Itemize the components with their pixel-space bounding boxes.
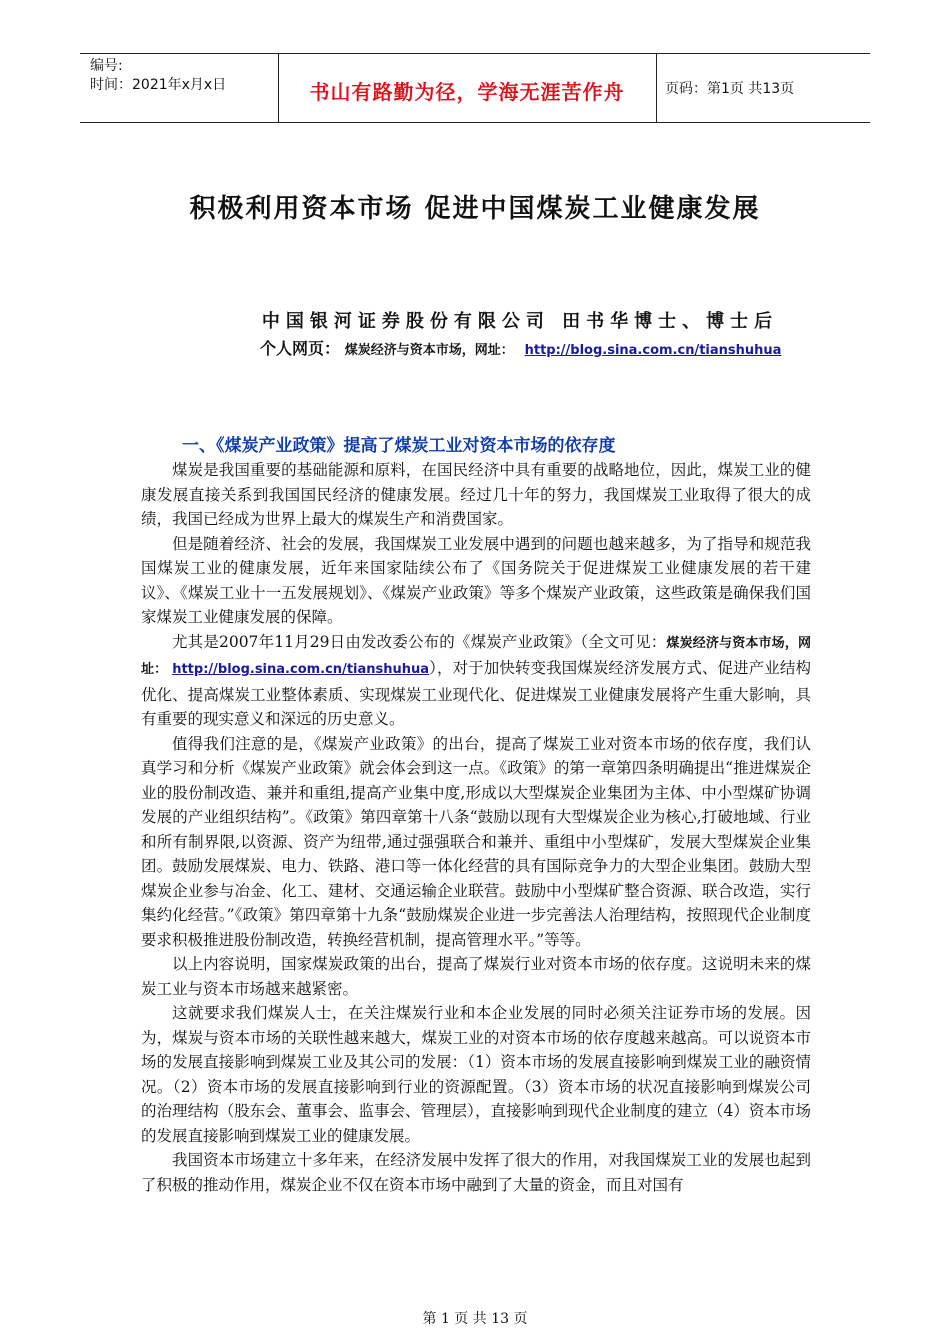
document-title: 积极利用资本市场 促进中国煤炭工业健康发展 xyxy=(189,194,761,224)
paragraph-text: ），对于加快转变我国煤炭经济发展方式、促进产业结构优化、提高煤炭工业整体素质、实现煤炭工业现代化、促进煤炭工业健康发展将产生重大影响，具有重要的现实意义和深远的历史意义。 xyxy=(141,659,811,728)
document-time-label: 时间：2021年x月x日 xyxy=(90,77,227,93)
paragraph: 值得我们注意的是，《煤炭产业政策》的出台，提高了煤炭工业对资本市场的依存度，我们认真学习和分析《煤炭产业政策》就会体会到这一点。《政策》的第一章第四条明确提出“推进煤炭企业的股份制改造、兼并和重组,提高产业集中度,形成以大型煤炭企业集团为主体、中小型煤矿协调发展的产业组织结构”。《政策》第四章第十八条“鼓励以现有大型煤炭企业为核心,打破地域、行业和所有制界限,以资源、资产为纽带,通过强强联合和兼并、重组中小型煤矿，发展大型煤炭企业集团。鼓励发展煤炭、电力、铁路、港口等一体化经营的具有国际竞争力的大型企业集团。鼓励大型煤炭企业参与冶金、化工、建材、交通运输企业联营。鼓励中小型煤矿整合资源、联合改造，实行集约化经营。”《政策》第四章第十九条“鼓励煤炭企业进一步完善法人治理结构，按照现代企业制度要求积极推进股份制改造，转换经营机制，提高管理水平。”等等。 xyxy=(141,734,811,949)
page-footer: 第 1 页 共 13 页 xyxy=(422,1311,528,1327)
homepage-site-name: 煤炭经济与资本市场，网址： xyxy=(344,343,514,358)
blog-name: 煤炭经济与资本市场，网址： xyxy=(141,635,811,677)
paragraph-text: 尤其是2007年11月29日由发改委公布的《煤炭产业政策》（全文可见： xyxy=(172,632,667,651)
header-divider xyxy=(656,54,657,122)
paragraph xyxy=(141,630,811,732)
page-header xyxy=(80,53,870,123)
paragraph: 但是随着经济、社会的发展，我国煤炭工业发展中遇到的问题也越来越多，为了指导和规范我国煤炭工业的健康发展，近年来国家陆续公布了《国务院关于促进煤炭工业健康发展的若干建议》、《煤炭工业十一五发展规划》、《煤炭产业政策》等多个煤炭产业政策，这些政策是确保我们国家煤炭工业健康发展的保障。 xyxy=(141,534,811,626)
header-motto: 书山有路勤为径，学海无涯苦作舟 xyxy=(309,80,625,104)
homepage-label: 个人网页： xyxy=(260,339,341,358)
paragraph: 这就要求我们煤炭人士，在关注煤炭行业和本企业发展的同时必须关注证券市场的发展。因为，煤炭与资本市场的关联性越来越大，煤炭工业的对资本市场的依存度越来越高。可以说资本市场的发展直接影响到煤炭工业及其公司的发展：（1）资本市场的发展直接影响到煤炭工业的融资情况。（2）资本市场的发展直接影响到行业的资源配置。（3）资本市场的状况直接影响到煤炭公司的治理结构（股东会、董事会、监事会、管理层），直接影响到现代企业制度的建立（4）资本市场的发展直接影响到煤炭工业的健康发展。 xyxy=(141,1004,811,1145)
body-text xyxy=(141,458,811,1197)
homepage-link[interactable]: http://blog.sina.com.cn/tianshuhua xyxy=(524,343,782,358)
document-number-label: 编号: xyxy=(90,58,123,74)
blog-link[interactable]: http://blog.sina.com.cn/tianshuhua xyxy=(172,662,430,677)
header-page-info: 页码：第1页 共13页 xyxy=(665,81,795,97)
paragraph: 我国资本市场建立十多年来，在经济发展中发挥了很大的作用，对我国煤炭工业的发展也起到了积极的推动作用，煤炭企业不仅在资本市场中融到了大量的资金，而且对国有 xyxy=(141,1151,811,1194)
paragraph: 以上内容说明，国家煤炭政策的出台，提高了煤炭行业对资本市场的依存度。这说明未来的煤炭工业与资本市场越来越紧密。 xyxy=(141,955,811,998)
author-line: 中国银河证券股份有限公司 田书华博士、博士后 xyxy=(261,311,779,332)
header-meta xyxy=(90,57,280,95)
author-homepage xyxy=(260,336,920,359)
section-heading: 一、《煤炭产业政策》提高了煤炭工业对资本市场的依存度 xyxy=(182,436,616,456)
paragraph: 煤炭是我国重要的基础能源和原料，在国民经济中具有重要的战略地位，因此，煤炭工业的健康发展直接关系到我国国民经济的健康发展。经过几十年的努力，我国煤炭工业取得了很大的成绩，我国已经成为世界上最大的煤炭生产和消费国家。 xyxy=(141,461,811,528)
